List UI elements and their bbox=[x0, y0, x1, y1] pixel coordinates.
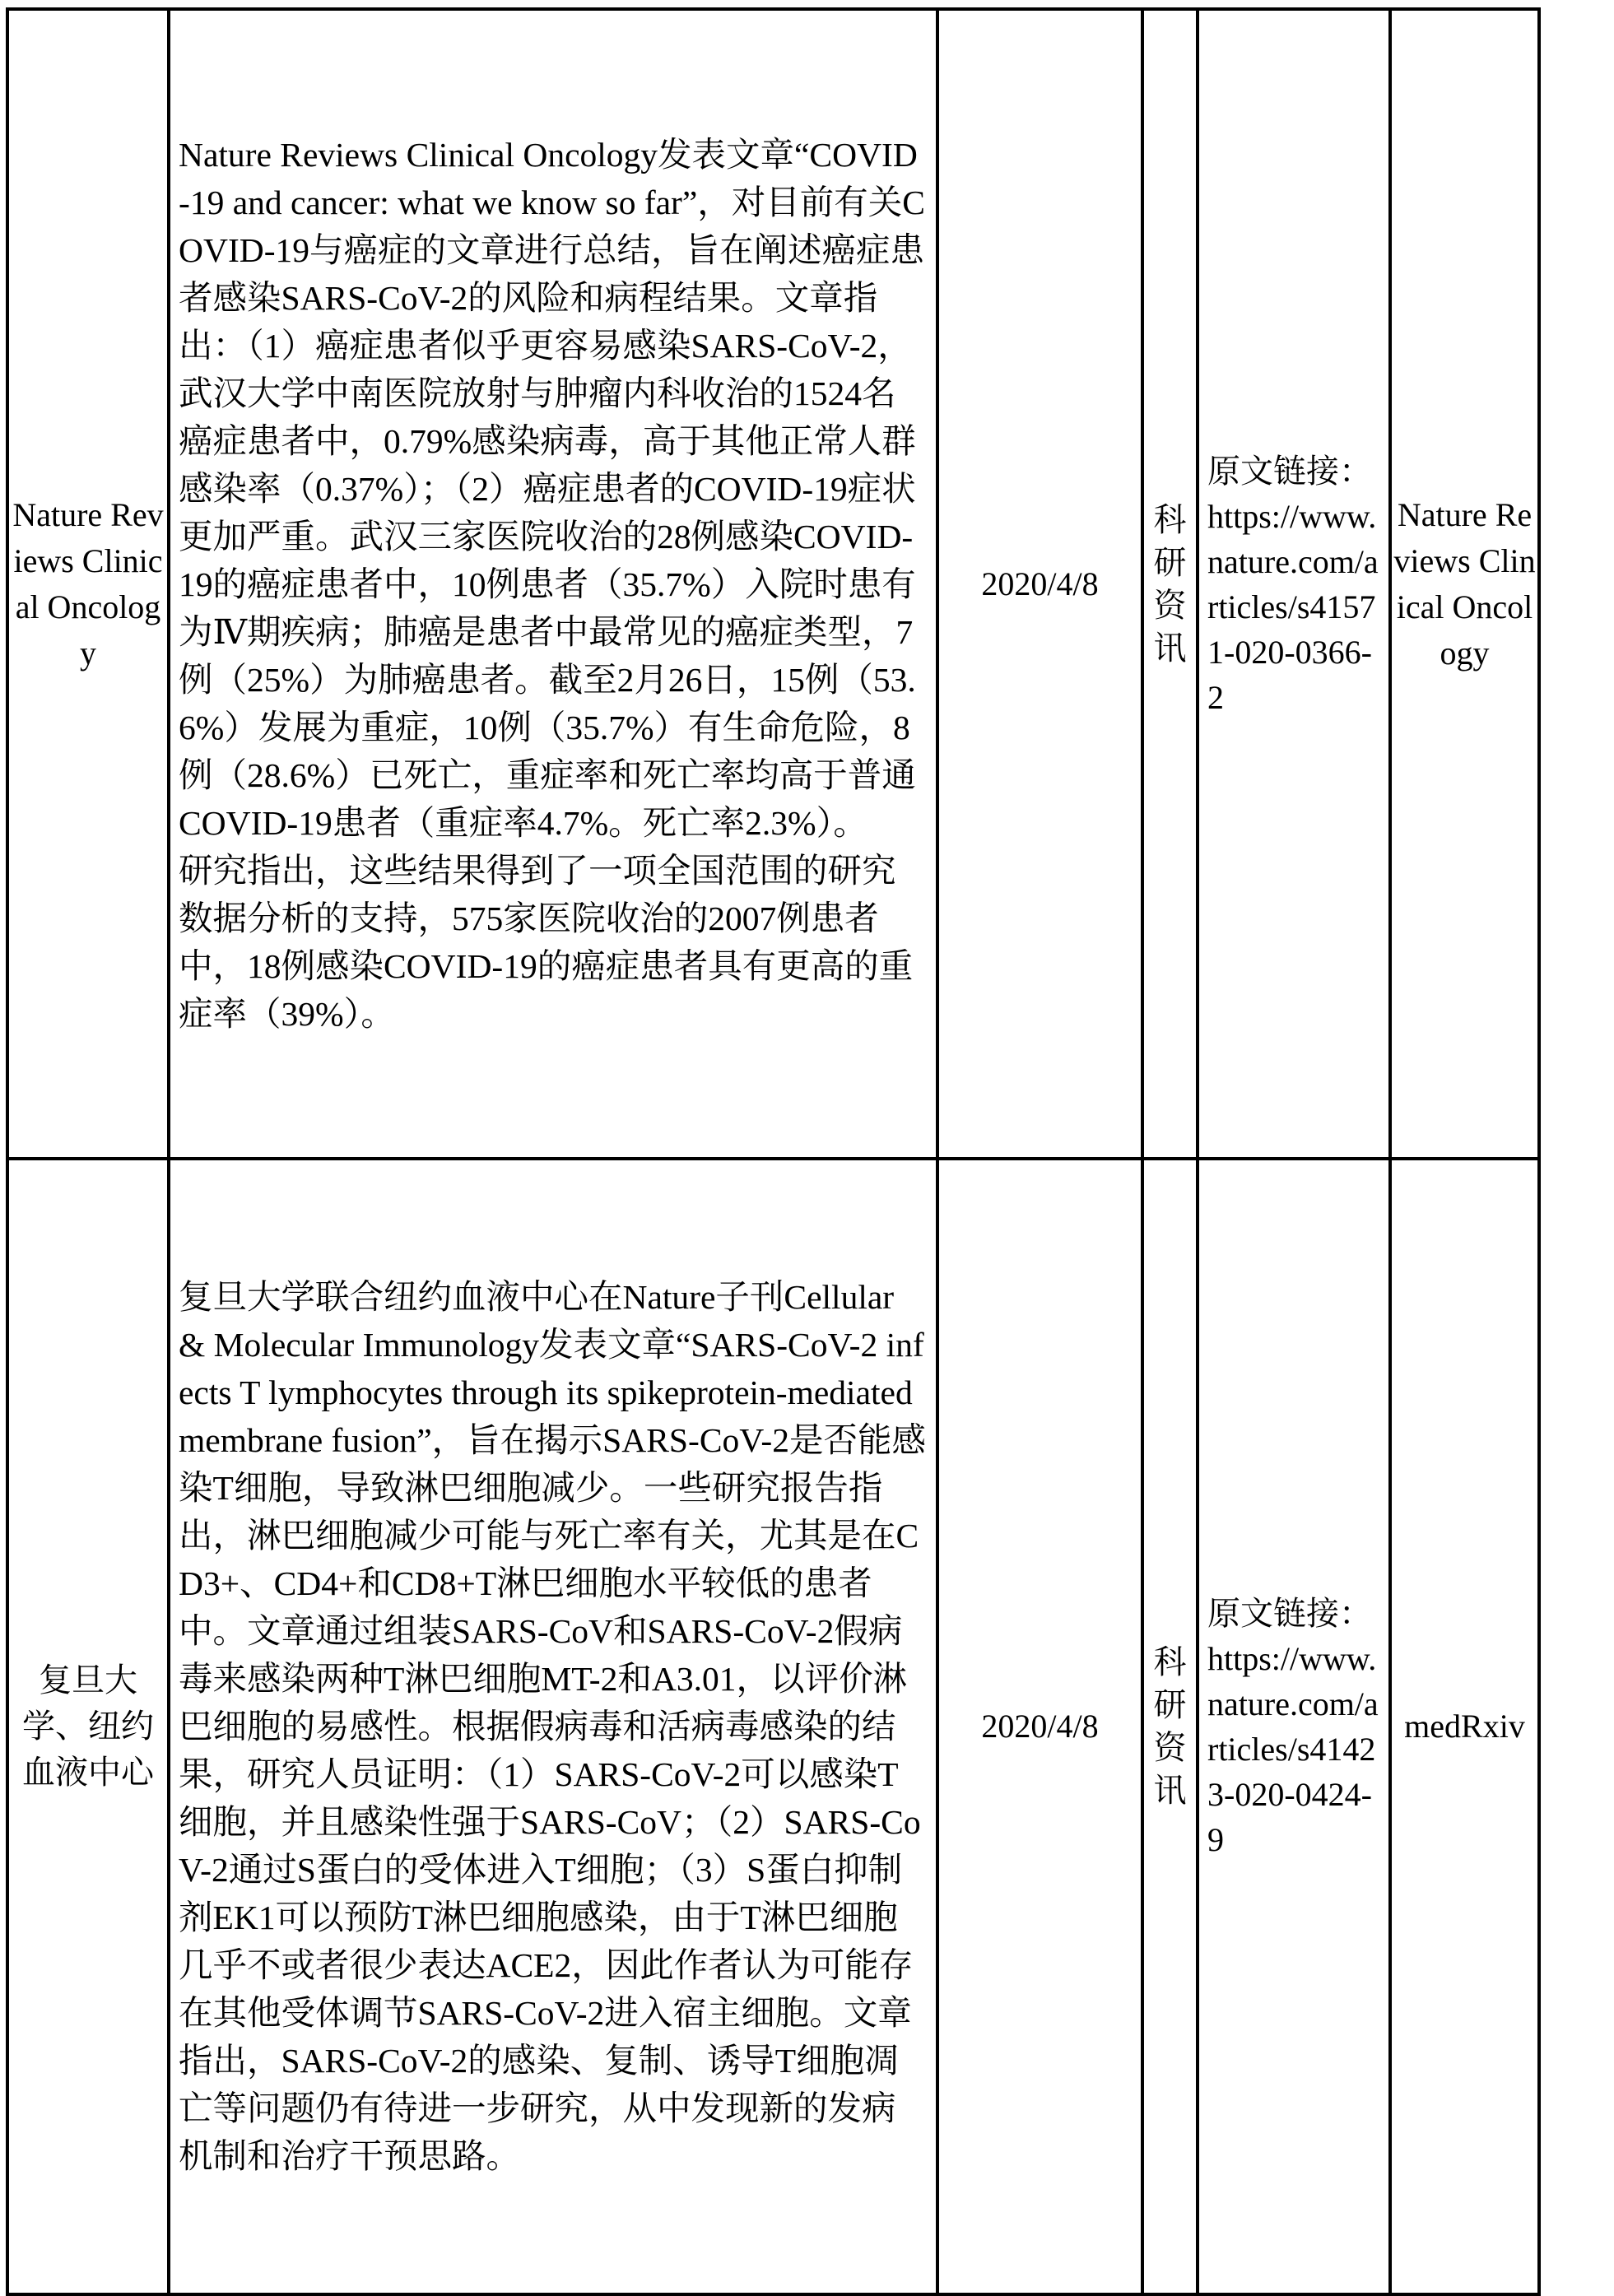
news-table bbox=[6, 7, 1541, 2296]
link-label: 原文链接： bbox=[1207, 1595, 1372, 1632]
date-cell: 2020/4/8 bbox=[937, 9, 1142, 1159]
article-link[interactable]: https://www.nature.com/articles/s41571-020-0366-2 bbox=[1207, 497, 1379, 716]
date-cell: 2020/4/8 bbox=[937, 1159, 1142, 2294]
publisher-cell: Nature Reviews Clinical Oncology bbox=[1390, 9, 1539, 1159]
link-cell bbox=[1198, 9, 1390, 1159]
table-row bbox=[7, 1159, 1539, 2294]
summary-paragraph: 研究指出，这些结果得到了一项全国范围的研究数据分析的支持，575家医院收治的2007例患者中，18例感染COVID-19的癌症患者具有更高的重症率（39%）。 bbox=[179, 851, 914, 1033]
source-cell: 复旦大学、纽约血液中心 bbox=[7, 1159, 169, 2294]
publisher-cell: medRxiv bbox=[1390, 1159, 1539, 2294]
link-cell bbox=[1198, 1159, 1390, 2294]
link-label: 原文链接： bbox=[1207, 452, 1372, 490]
summary-cell bbox=[169, 1159, 937, 2294]
source-cell: Nature Reviews Clinical Oncology bbox=[7, 9, 169, 1159]
summary-paragraph: Nature Reviews Clinical Oncology发表文章“COVID-19 and cancer: what we know so far”，对目前有关COVID-19与癌症的文章进行总结，旨在阐述癌症患者感染SARS-CoV-2的风险和病程结果。文章指出：（1）癌症患者似乎更容易感染SARS-CoV-2，武汉大学中南医院放射与肿瘤内科收治的1524名癌症患者中，0.79%感染病毒，高于其他正常人群感染率（0.37%）；（2）癌症患者的COVID-19症状更加严重。武汉三家医院收治的28例感染COVID-19的癌症患者中，10例患者（35.7%）入院时患有为Ⅳ期疾病；肺癌是患者中最常见的癌症类型，7例（25%）为肺癌患者。截至2月26日，15例（53.6%）发展为重症，10例（35.7%）有生命危险，8例（28.6%）已死亡，重症率和死亡率均高于普通COVID-19患者（重症率4.7%。死亡率2.3%）。 bbox=[179, 135, 925, 842]
category-cell: 科研资讯 bbox=[1142, 1159, 1198, 2294]
table-row bbox=[7, 9, 1539, 1159]
article-link[interactable]: https://www.nature.com/articles/s41423-020-0424-9 bbox=[1207, 1640, 1379, 1858]
category-cell: 科研资讯 bbox=[1142, 9, 1198, 1159]
summary-cell bbox=[169, 9, 937, 1159]
summary-paragraph: 复旦大学联合纽约血液中心在Nature子刊Cellular & Molecular Immunology发表文章“SARS-CoV-2 infects T lymphocytes through its spikeprotein-mediated membrane fusion”，旨在揭示SARS-CoV-2是否能感染T细胞，导致淋巴细胞减少。一些研究报告指出，淋巴细胞减少可能与死亡率有关，尤其是在CD3+、CD4+和CD8+T淋巴细胞水平较低的患者中。文章通过组装SARS-CoV和SARS-CoV-2假病毒来感染两种T淋巴细胞MT-2和A3.01，以评价淋巴细胞的易感性。根据假病毒和活病毒感染的结果，研究人员证明：（1）SARS-CoV-2可以感染T细胞，并且感染性强于SARS-CoV；（2）SARS-CoV-2通过S蛋白的受体进入T细胞；（3）S蛋白抑制剂EK1可以预防T淋巴细胞感染，由于T淋巴细胞几乎不或者很少表达ACE2，因此作者认为可能存在其他受体调节SARS-CoV-2进入宿主细胞。文章指出，SARS-CoV-2的感染、复制、诱导T细胞凋亡等问题仍有待进一步研究，从中发现新的发病机制和治疗干预思路。 bbox=[179, 1278, 926, 2175]
